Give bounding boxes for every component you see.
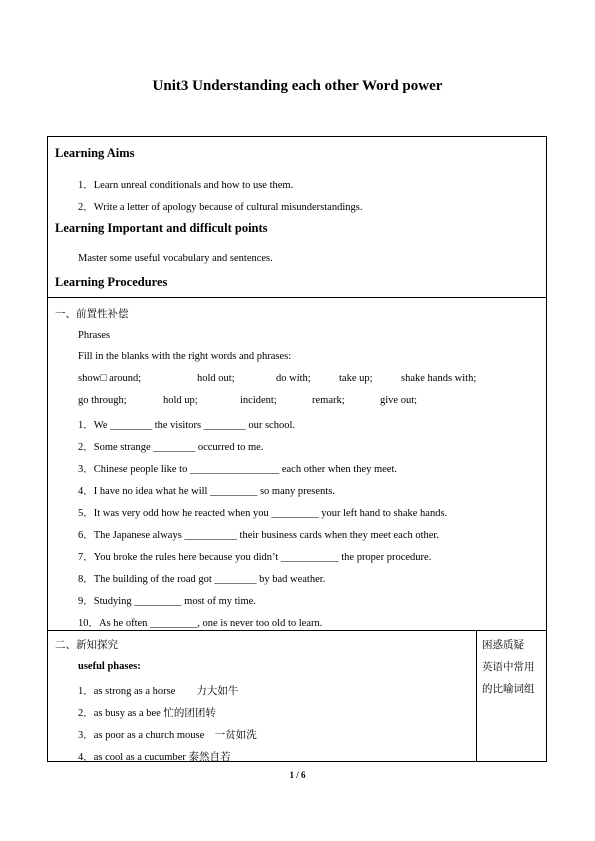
useful-phrases-subheading: useful phases: <box>78 661 141 672</box>
exercise-sentence: 2．Some strange ________ occurred to me. <box>78 442 264 453</box>
phrase-item: take up; <box>339 373 373 384</box>
side-note-line: 的比喻词组 <box>482 683 535 695</box>
phrase-item: remark; <box>312 395 345 406</box>
row-divider-2 <box>47 630 547 631</box>
simile-item: 1．as strong as a horse 力大如牛 <box>78 686 239 697</box>
exercise-sentence: 4．I have no idea what he will _________ so many presents. <box>78 486 335 497</box>
exercise-sentence: 6．The Japanese always __________ their business cards when they meet each other. <box>78 530 439 541</box>
phrase-item: give out; <box>380 395 418 406</box>
learning-procedures-heading: Learning Procedures <box>55 275 168 289</box>
page-title: Unit3 Understanding each other Word power <box>152 78 443 94</box>
phrase-item: do with; <box>276 373 311 384</box>
learning-aims-heading: Learning Aims <box>55 146 135 160</box>
aim-item: 2．Write a letter of apology because of cultural misunderstandings. <box>78 202 363 213</box>
exercise-sentence: 7．You broke the rules here because you didn’t ___________ the proper procedure. <box>78 552 432 563</box>
exercise-sentence: 5．It was very odd how he reacted when you _________ your left hand to shake hands. <box>78 508 448 519</box>
column-divider <box>476 630 477 762</box>
simile-item: 4．as cool as a cucumber 泰然自若 <box>78 752 231 763</box>
section2-heading: 二、新知探究 <box>55 639 118 651</box>
page-number: 1 / 6 <box>289 770 306 780</box>
simile-item: 3．as poor as a church mouse 一贫如洗 <box>78 730 257 741</box>
exercise-sentence: 9．Studying _________ most of my time. <box>78 596 256 607</box>
row-divider-1 <box>47 297 547 298</box>
phrases-subheading: Phrases <box>78 330 111 341</box>
exercise-sentence: 10．As he often _________, one is never too old to learn. <box>78 618 323 629</box>
fill-blanks-instruction: Fill in the blanks with the right words and phrases: <box>78 351 292 362</box>
side-note-line: 英语中常用 <box>482 661 535 673</box>
phrase-item: hold out; <box>197 373 235 384</box>
section1-heading: 一、前置性补偿 <box>55 308 129 320</box>
exercise-sentence: 8．The building of the road got ________ by bad weather. <box>78 574 326 585</box>
side-note-line: 困惑质疑 <box>482 639 524 651</box>
important-points-text: Master some useful vocabulary and sentences. <box>78 253 273 264</box>
aim-item: 1．Learn unreal conditionals and how to use them. <box>78 180 294 191</box>
phrase-item: hold up; <box>163 395 198 406</box>
exercise-sentence: 3．Chinese people like to _________________ each other when they meet. <box>78 464 398 475</box>
phrase-item: go through; <box>78 395 127 406</box>
exercise-sentence: 1．We ________ the visitors ________ our school. <box>78 420 296 431</box>
simile-item: 2．as busy as a bee 忙的团团转 <box>78 708 216 719</box>
phrase-item: shake hands with; <box>401 373 477 384</box>
important-points-heading: Learning Important and difficult points <box>55 221 268 235</box>
phrase-item: show□ around; <box>78 373 142 384</box>
phrase-item: incident; <box>240 395 277 406</box>
